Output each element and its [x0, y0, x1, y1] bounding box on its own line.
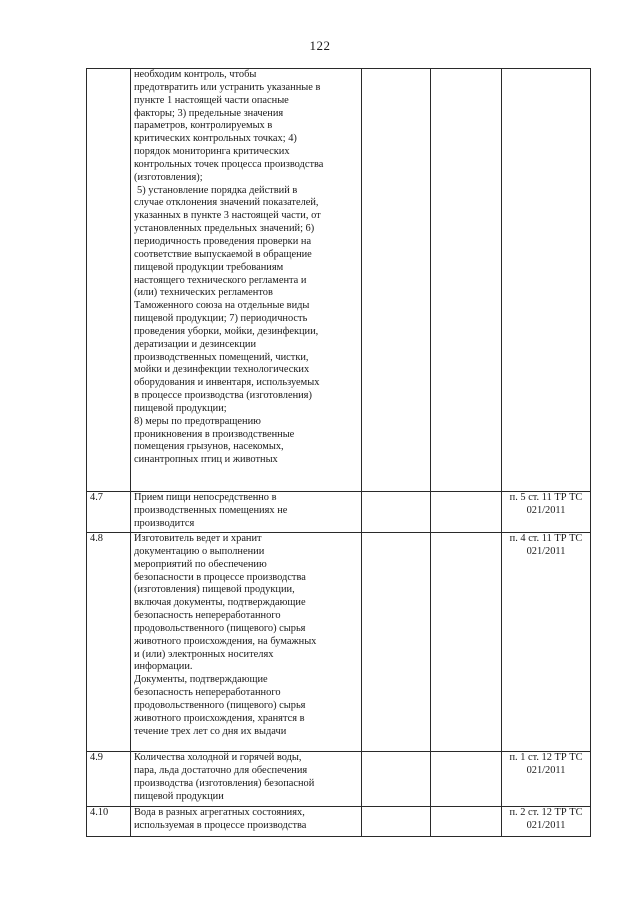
reference-text	[505, 807, 587, 833]
text-line: продовольственного (пищевого) сырья	[134, 699, 306, 711]
text-line: 021/2011	[526, 819, 566, 831]
empty-cell	[362, 807, 431, 837]
text-line: п. 5 ст. 11 ТР ТС	[509, 492, 583, 503]
text-line: 021/2011	[526, 764, 566, 776]
requirement-text	[134, 807, 358, 833]
requirement-text	[134, 492, 358, 531]
item-number: 4.7	[90, 492, 103, 503]
table-row	[87, 807, 591, 837]
text-line: производства (изготовления) безопасной	[134, 777, 315, 789]
item-number: 4.10	[90, 807, 109, 818]
table-row	[87, 69, 591, 492]
text-line: и (или) электронных носителях	[134, 648, 274, 660]
text-line: указанных в пункте 3 настоящей части, от	[134, 210, 321, 222]
item-number: 4.9	[90, 752, 103, 763]
text-line: (изготовления) пищевой продукции,	[134, 584, 295, 596]
text-line: контрольных точек процесса производства	[134, 158, 324, 170]
requirement-text	[134, 69, 358, 467]
page-number: 122	[309, 38, 331, 53]
text-line: (изготовления);	[134, 171, 203, 183]
text-line: в процессе производства (изготовления)	[134, 390, 312, 402]
text-line: необходим контроль, чтобы	[134, 69, 257, 80]
text-line: пищевой продукции требованиям	[134, 261, 284, 273]
requirements-table	[86, 68, 591, 837]
empty-cell	[362, 752, 431, 807]
requirements-table-body	[87, 69, 591, 837]
requirement-text	[134, 533, 358, 739]
text-line: мероприятий по обеспечению	[134, 558, 267, 570]
empty-cell	[431, 533, 502, 752]
text-line: соответствие выпускаемой в обращение	[134, 248, 312, 260]
text-line: Вода в разных агрегатных состояниях,	[134, 807, 305, 818]
empty-cell	[362, 533, 431, 752]
text-line: 021/2011	[526, 504, 566, 516]
text-line: факторы; 3) предельные значения	[134, 107, 284, 119]
text-line: Количества холодной и горячей воды,	[134, 752, 302, 763]
text-line: производится	[134, 517, 195, 529]
text-line: предотвратить или устранить указанные в	[134, 81, 321, 93]
item-number-cell	[87, 533, 131, 752]
text-line: животного происхождения, хранятся в	[134, 712, 305, 724]
requirement-cell	[131, 492, 362, 533]
empty-cell	[431, 752, 502, 807]
reference-text	[505, 752, 587, 778]
empty-cell	[431, 492, 502, 533]
text-line: помещения грызунов, насекомых,	[134, 441, 284, 453]
text-line: настоящего технического регламента и	[134, 274, 307, 286]
text-line: производственных помещениях не	[134, 504, 288, 516]
text-line: Таможенного союза на отдельные виды	[134, 300, 310, 312]
requirement-text	[134, 752, 358, 803]
requirement-cell	[131, 752, 362, 807]
text-line: проникновения в производственные	[134, 428, 295, 440]
empty-cell	[431, 69, 502, 492]
text-line: пищевой продукции	[134, 790, 224, 802]
text-line: безопасность непереработанного	[134, 687, 281, 699]
text-line: Документы, подтверждающие	[134, 674, 268, 686]
reference-text	[505, 533, 587, 559]
reference-cell	[502, 807, 591, 837]
text-line: Изготовитель ведет и хранит	[134, 533, 262, 544]
text-line: течение трех лет со дня их выдачи	[134, 725, 287, 737]
text-line: п. 4 ст. 11 ТР ТС	[509, 533, 583, 544]
text-line: безопасность непереработанного	[134, 610, 281, 622]
item-number-cell	[87, 807, 131, 837]
text-line: критических контрольных точках; 4)	[134, 133, 297, 145]
text-line: безопасности в процессе производства	[134, 571, 306, 583]
text-line: периодичность проведения проверки на	[134, 235, 312, 247]
text-line: мойки и дезинфекции технологических	[134, 364, 310, 376]
item-number-cell	[87, 69, 131, 492]
text-line: синантропных птиц и животных	[134, 454, 278, 466]
requirement-cell	[131, 533, 362, 752]
text-line: порядок мониторинга критических	[134, 146, 290, 158]
text-line: документацию о выполнении	[134, 545, 265, 557]
text-line: п. 1 ст. 12 ТР ТС	[509, 752, 583, 763]
text-line: параметров, контролируемых в	[134, 120, 273, 132]
text-line: 021/2011	[526, 545, 566, 557]
reference-text	[505, 492, 587, 518]
text-line: пара, льда достаточно для обеспечения	[134, 764, 308, 776]
text-line: Прием пищи непосредственно в	[134, 492, 277, 503]
item-number-cell	[87, 492, 131, 533]
text-line: продовольственного (пищевого) сырья	[134, 622, 306, 634]
reference-cell	[502, 533, 591, 752]
text-line: 8) меры по предотвращению	[134, 415, 261, 427]
table-row	[87, 492, 591, 533]
text-line: пищевой продукции; 7) периодичность	[134, 313, 308, 325]
text-line: дератизации и дезинсекции	[134, 338, 257, 350]
requirement-cell	[131, 807, 362, 837]
item-number-cell	[87, 752, 131, 807]
table-row	[87, 752, 591, 807]
text-line: информации.	[134, 661, 193, 673]
text-line: используемая в процессе производства	[134, 819, 307, 831]
empty-cell	[362, 69, 431, 492]
table-row	[87, 533, 591, 752]
item-number: 4.8	[90, 533, 103, 544]
text-line: 5) установление порядка действий в	[137, 184, 298, 196]
empty-cell	[431, 807, 502, 837]
reference-cell	[502, 69, 591, 492]
text-line: пищевой продукции;	[134, 402, 227, 414]
text-line: установленных предельных значений; 6)	[134, 223, 315, 235]
text-line: п. 2 ст. 12 ТР ТС	[509, 807, 583, 818]
text-line: оборудования и инвентаря, используемых	[134, 377, 320, 389]
reference-cell	[502, 492, 591, 533]
reference-cell	[502, 752, 591, 807]
empty-cell	[362, 492, 431, 533]
text-line: проведения уборки, мойки, дезинфекции,	[134, 325, 319, 337]
text-line: (или) технических регламентов	[134, 287, 273, 299]
requirement-cell	[131, 69, 362, 492]
text-line: случае отклонения значений показателей,	[134, 197, 319, 209]
text-line: пункте 1 настоящей части опасные	[134, 94, 289, 106]
text-line: производственных помещений, чистки,	[134, 351, 309, 363]
text-line: животного происхождения, на бумажных	[134, 635, 317, 647]
text-line: включая документы, подтверждающие	[134, 597, 306, 609]
